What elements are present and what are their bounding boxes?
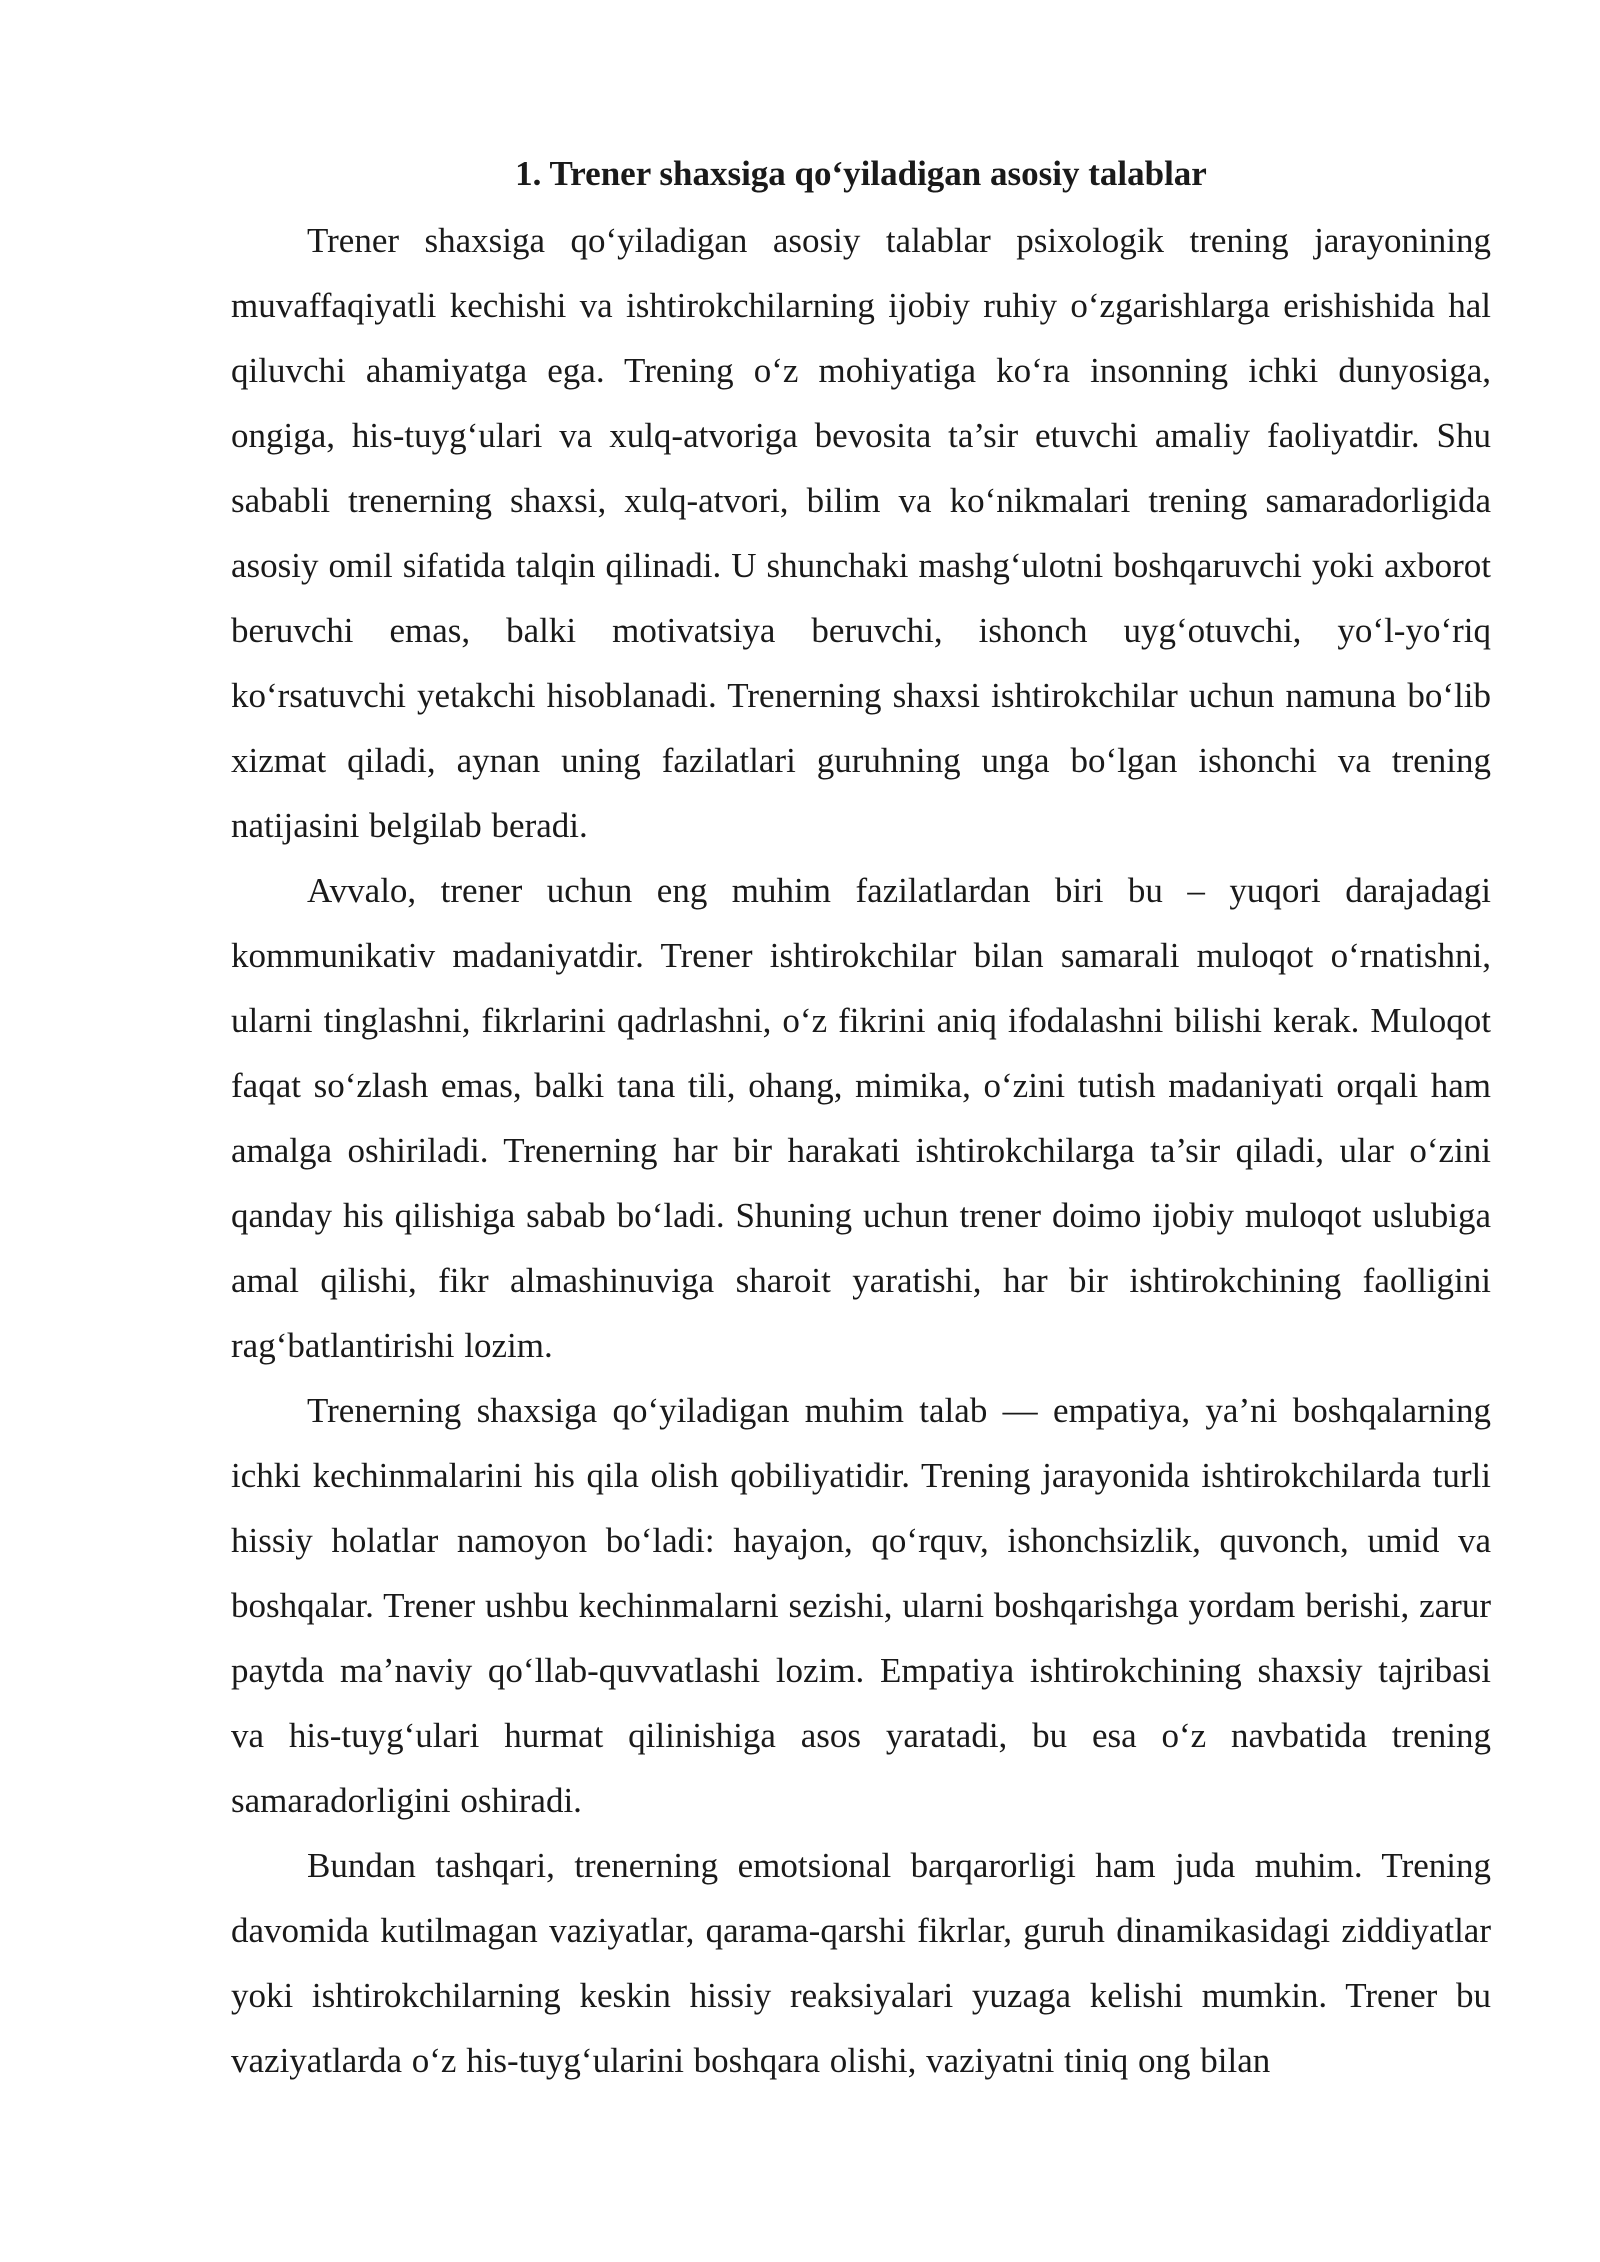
paragraph-1: Trener shaxsiga qo‘yiladigan asosiy talablar psixologik trening jarayonining muvaffaqiyatli kechishi va ishtirokchilarning ijobiy ruhiy o‘zgarishlarga erishishida hal qiluvchi ahamiyatga ega. Trening o‘z mohiyatiga ko‘ra insonning ichki dunyosiga, ongiga, his-tuyg‘ulari va xulq-atvoriga bevosita ta’sir etuvchi amaliy faoliyatdir. Shu sababli trenerning shaxsi, xulq-atvori, bilim va ko‘nikmalari trening samaradorligida asosiy omil sifatida talqin qilinadi. U shunchaki mashg‘ulotni boshqaruvchi yoki axborot beruvchi emas, balki motivatsiya beruvchi, ishonch uyg‘otuvchi, yo‘l-yo‘riq ko‘rsatuvchi yetakchi hisoblanadi. Trenerning shaxsi ishtirokchilar uchun namuna bo‘lib xizmat qiladi, aynan uning fazilatlari guruhning unga bo‘lgan ishonchi va trening natijasini belgilab beradi. bbox=[231, 221, 1491, 845]
document-body bbox=[231, 150, 1491, 2093]
paragraph-4: Bundan tashqari, trenerning emotsional barqarorligi ham juda muhim. Trening davomida kutilmagan vaziyatlar, qarama-qarshi fikrlar, guruh dinamikasidagi ziddiyatlar yoki ishtirokchilarning keskin hissiy reaksiyalari yuzaga kelishi mumkin. Trener bu vaziyatlarda o‘z his-tuyg‘ularini boshqara olishi, vaziyatni tiniq ong bilan bbox=[231, 1846, 1491, 2080]
paragraph-3: Trenerning shaxsiga qo‘yiladigan muhim talab — empatiya, ya’ni boshqalarning ichki kechinmalarini his qila olish qobiliyatidir. Trening jarayonida ishtirokchilarda turli hissiy holatlar namoyon bo‘ladi: hayajon, qo‘rquv, ishonchsizlik, quvonch, umid va boshqalar. Trener ushbu kechinmalarni sezishi, ularni boshqarishga yordam berishi, zarur paytda ma’naviy qo‘llab-quvvatlashi lozim. Empatiya ishtirokchining shaxsiy tajribasi va his-tuyg‘ulari hurmat qilinishiga asos yaratadi, bu esa o‘z navbatida trening samaradorligini oshiradi. bbox=[231, 1391, 1491, 1820]
section-heading: 1. Trener shaxsiga qo‘yiladigan asosiy talablar bbox=[515, 154, 1207, 193]
paragraph-2: Avvalo, trener uchun eng muhim fazilatlardan biri bu – yuqori darajadagi kommunikativ madaniyatdir. Trener ishtirokchilar bilan samarali muloqot o‘rnatishni, ularni tinglashni, fikrlarini qadrlashni, o‘z fikrini aniq ifodalashni bilishi kerak. Muloqot faqat so‘zlash emas, balki tana tili, ohang, mimika, o‘zini tutish madaniyati orqali ham amalga oshiriladi. Trenerning har bir harakati ishtirokchilarga ta’sir qiladi, ular o‘zini qanday his qilishiga sabab bo‘ladi. Shuning uchun trener doimo ijobiy muloqot uslubiga amal qilishi, fikr almashinuviga sharoit yaratishi, har bir ishtirokchining faolligini rag‘batlantirishi lozim. bbox=[231, 871, 1491, 1365]
